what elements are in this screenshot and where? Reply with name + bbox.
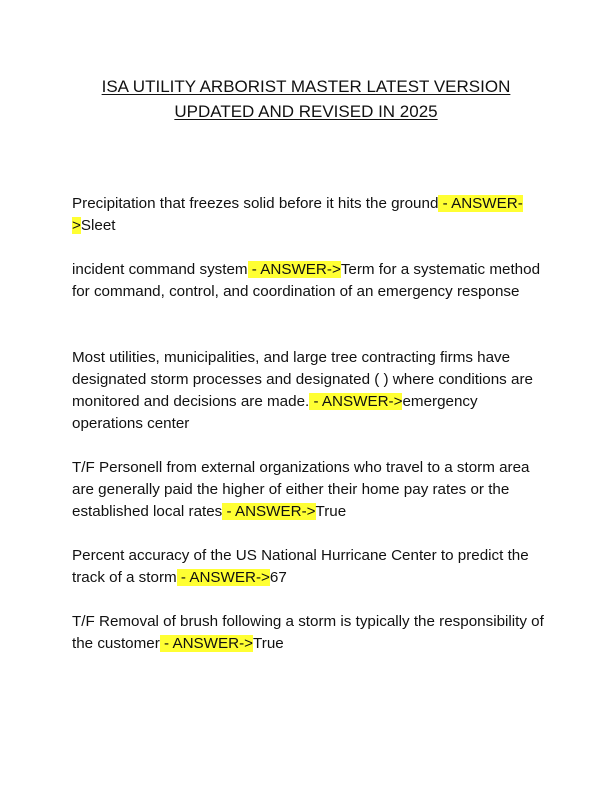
answer-marker: - ANSWER->	[222, 503, 316, 520]
qa-item	[72, 545, 546, 589]
qa-item	[72, 259, 546, 303]
question-text: Percent accuracy of the US National Hurricane Center to predict the track of a storm	[72, 547, 529, 586]
answer-text: Sleet	[80, 217, 116, 234]
question-text: Most utilities, municipalities, and large tree contracting firms have designated storm processes and designated ( ) where conditions are monitored and decisions are made.	[72, 349, 533, 410]
document-title: ISA UTILITY ARBORIST MASTER LATEST VERSION UPDATED AND REVISED IN 2025	[101, 77, 511, 121]
question-text: T/F Personell from external organizations who travel to a storm area are generally paid the higher of either their home pay rates or the established local rates	[72, 459, 530, 520]
answer-marker: - ANSWER->	[159, 635, 254, 652]
qa-item	[72, 193, 546, 237]
qa-item	[72, 611, 546, 655]
answer-text: Term for a systematic method for command, control, and coordination of an emergency response	[72, 261, 541, 300]
answer-text: True	[253, 635, 284, 652]
question-text: incident command system	[72, 261, 248, 278]
answer-marker: - ANSWER->	[176, 569, 270, 586]
question-text: T/F Removal of brush following a storm is typically the responsibility of the customer	[72, 613, 544, 652]
question-text: Precipitation that freezes solid before it hits the ground	[72, 195, 439, 212]
answer-marker: - ANSWER->	[247, 261, 341, 278]
qa-item	[72, 347, 546, 435]
answer-text: 67	[269, 569, 287, 586]
answer-text: emergency operations center	[72, 393, 478, 432]
answer-marker: - ANSWER->	[309, 393, 403, 410]
qa-item	[72, 457, 546, 523]
answer-marker: - ANSWER->	[72, 195, 523, 234]
answer-text: True	[315, 503, 347, 520]
